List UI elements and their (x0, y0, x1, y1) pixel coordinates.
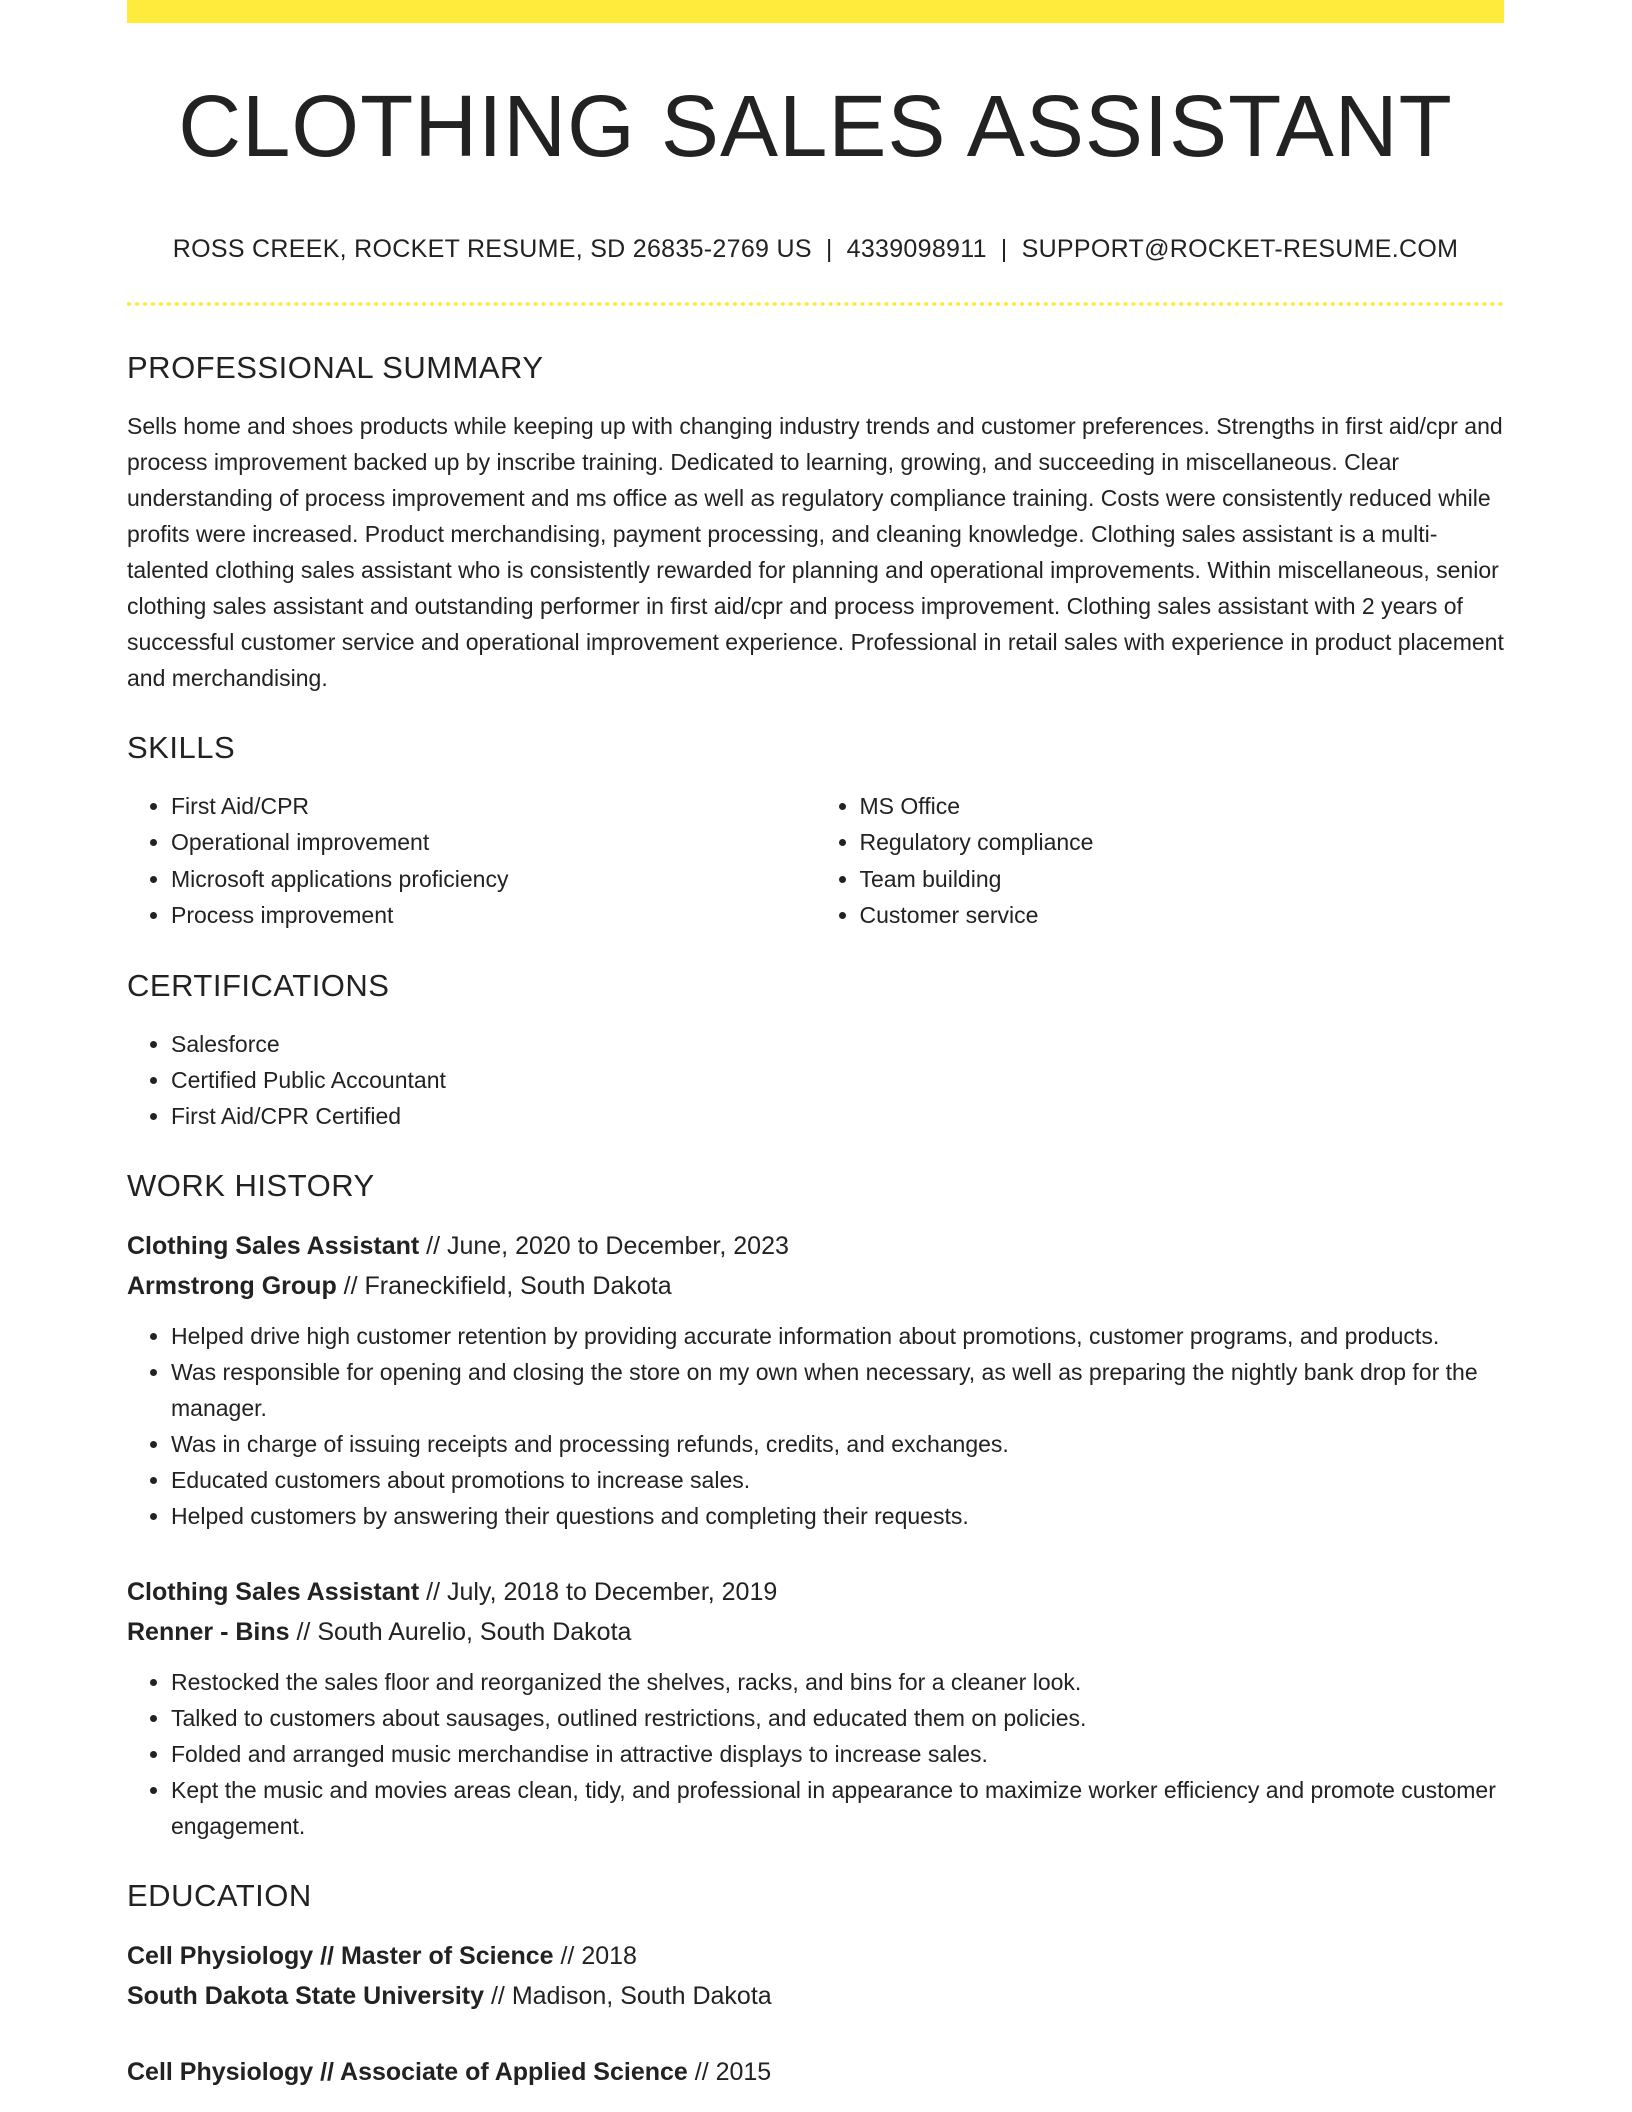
contact-address: ROSS CREEK, ROCKET RESUME, SD 26835-2769 US (172, 234, 812, 263)
job-location: // South Aurelio, South Dakota (289, 1617, 632, 1646)
education-degree-line (127, 2052, 1504, 2092)
education-heading: EDUCATION (127, 1877, 312, 1913)
skill-item: • Customer service (860, 897, 1505, 934)
job-bullet: • Helped drive high customer retention by providing accurate information about promotions, customer programs, and products. (171, 1318, 1504, 1354)
job-bullet: • Kept the music and movies areas clean, tidy, and professional in appearance to maximize worker efficiency and promote customer engagement. (171, 1772, 1504, 1844)
summary-text: Sells home and shoes products while keeping up with changing industry trends and customer preferences. Strengths in first aid/cpr and process improvement backed up by inscribe training. Dedicated to learning, growing, and succeeding in miscellaneous. Clear understanding of process improvement and ms office as well as regulatory compliance training. Costs were consistently reduced while profits were increased. Product merchandising, payment processing, and cleaning knowledge. Clothing sales assistant is a multi-talented clothing sales assistant who is consistently rewarded for planning and operational improvements. Within miscellaneous, senior clothing sales assistant and outstanding performer in first aid/cpr and process improvement. Clothing sales assistant with 2 years of successful customer service and operational improvement experience. Professional in retail sales with experience in product placement and merchandising. (127, 412, 1504, 691)
skill-item: • Regulatory compliance (860, 824, 1505, 861)
education-year: // 2018 (553, 1941, 637, 1970)
work-history-heading: WORK HISTORY (127, 1167, 375, 1203)
resume-title: CLOTHING SALES ASSISTANT (178, 78, 1453, 175)
job-bullet: • Was in charge of issuing receipts and processing refunds, credits, and exchanges. (171, 1426, 1504, 1462)
job-dates: // July, 2018 to December, 2019 (419, 1577, 778, 1606)
job-company-line (127, 1612, 1504, 1652)
skill-item: • Microsoft applications proficiency (171, 861, 816, 898)
job-title-line (127, 1572, 1504, 1612)
job-location: // Franeckifield, South Dakota (336, 1271, 672, 1300)
job-bullet-list (127, 1664, 1504, 1844)
education-school-line (127, 1976, 1504, 2016)
skills-column-left (127, 788, 816, 934)
skill-item: • MS Office (860, 788, 1505, 825)
job-bullet: • Helped customers by answering their questions and completing their requests. (171, 1498, 1504, 1534)
skills-column-right (816, 788, 1505, 934)
skill-item: • Process improvement (171, 897, 816, 934)
skills-heading: SKILLS (127, 729, 236, 765)
job-bullet: • Educated customers about promotions to increase sales. (171, 1462, 1504, 1498)
education-degree: Cell Physiology // Associate of Applied Science (127, 2057, 688, 2086)
job-bullet-list (127, 1318, 1504, 1534)
dotted-divider (127, 302, 1504, 306)
contact-phone: 4339098911 (846, 234, 987, 263)
job-title: Clothing Sales Assistant (127, 1231, 420, 1260)
job-company-line (127, 1266, 1504, 1306)
certification-item: • First Aid/CPR Certified (171, 1098, 1504, 1134)
education-location: // Madison, South Dakota (484, 1981, 772, 2010)
job-company: Armstrong Group (127, 1271, 337, 1300)
job-bullet: • Folded and arranged music merchandise in attractive displays to increase sales. (171, 1736, 1504, 1772)
summary-heading: PROFESSIONAL SUMMARY (127, 349, 544, 385)
skills-grid (127, 788, 1504, 934)
education-degree: Cell Physiology // Master of Science (127, 1941, 554, 1970)
contact-separator: | (1000, 234, 1008, 263)
job-bullet: • Talked to customers about sausages, outlined restrictions, and educated them on policies. (171, 1700, 1504, 1736)
education-year: // 2015 (687, 2057, 772, 2086)
skill-item: • Team building (860, 861, 1505, 898)
education-school: South Dakota State University (127, 1981, 485, 2010)
job-title-line (127, 1226, 1504, 1266)
certification-item: • Certified Public Accountant (171, 1062, 1504, 1098)
education-degree-line (127, 1936, 1504, 1976)
certifications-list (127, 1026, 1504, 1134)
contact-line (127, 235, 1504, 264)
job-bullet: • Was responsible for opening and closing the store on my own when necessary, as well as preparing the nightly bank drop for the manager. (171, 1354, 1504, 1426)
certifications-heading: CERTIFICATIONS (127, 967, 390, 1003)
job-title: Clothing Sales Assistant (127, 1577, 420, 1606)
resume-page (127, 0, 1504, 2092)
contact-separator: | (825, 234, 833, 263)
certification-item: • Salesforce (171, 1026, 1504, 1062)
job-dates: // June, 2020 to December, 2023 (419, 1231, 789, 1260)
skill-item: • Operational improvement (171, 824, 816, 861)
job-company: Renner - Bins (127, 1617, 290, 1646)
accent-bar (127, 0, 1504, 23)
skill-item: • First Aid/CPR (171, 788, 816, 825)
job-bullet: • Restocked the sales floor and reorganized the shelves, racks, and bins for a cleaner look. (171, 1664, 1504, 1700)
contact-email: SUPPORT@ROCKET-RESUME.COM (1021, 234, 1459, 263)
